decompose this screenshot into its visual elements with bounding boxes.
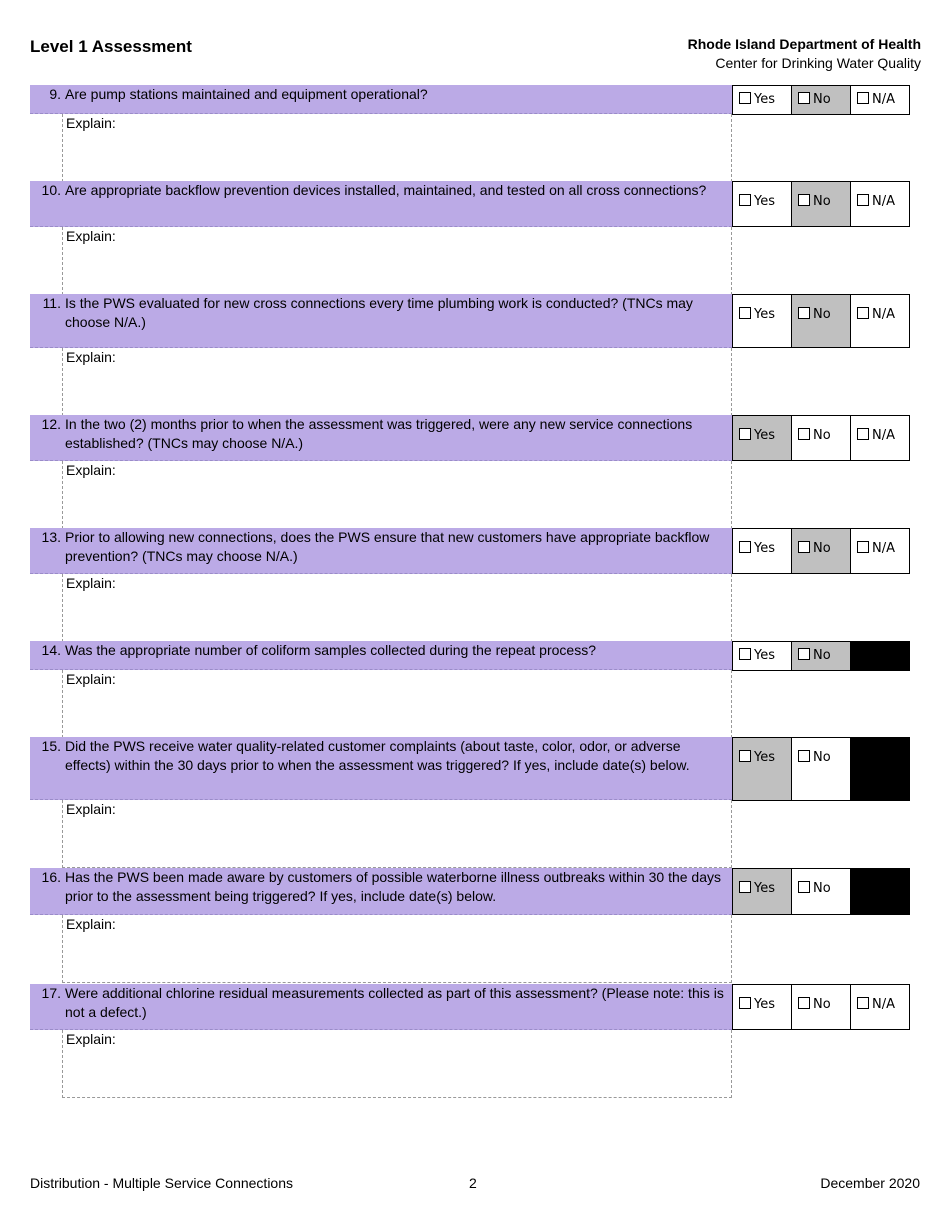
checkbox-icon[interactable]	[798, 750, 810, 762]
question-12	[30, 415, 732, 461]
option-label: No	[813, 648, 831, 663]
yes-option[interactable]	[733, 182, 792, 226]
option-label: N/A	[872, 307, 895, 322]
checkbox-icon[interactable]	[857, 92, 869, 104]
checkbox-icon[interactable]	[739, 194, 751, 206]
checkbox-icon[interactable]	[739, 307, 751, 319]
checkbox-icon[interactable]	[739, 92, 751, 104]
answer-group-10	[732, 181, 910, 227]
question-text: Did the PWS receive water quality-related customer complaints (about taste, color, odor, or adverse effects) within the 30 days prior to when the assessment was triggered? If yes, include date(s) below.	[65, 738, 690, 773]
option-label: N/A	[872, 541, 895, 556]
answer-group-17	[732, 984, 910, 1030]
option-label: Yes	[754, 92, 775, 107]
option-label: Yes	[754, 541, 775, 556]
question-number: 13.	[41, 529, 61, 545]
explain-label: Explain:	[66, 462, 116, 478]
question-16	[30, 868, 732, 915]
explain-field-12[interactable]	[62, 461, 732, 529]
checkbox-icon[interactable]	[739, 428, 751, 440]
checkbox-icon[interactable]	[857, 541, 869, 553]
yes-option[interactable]	[733, 985, 792, 1029]
option-label: No	[813, 307, 831, 322]
question-14	[30, 641, 732, 670]
center-name: Center for Drinking Water Quality	[715, 55, 921, 71]
page-header-org	[688, 35, 921, 73]
question-number: 11.	[42, 295, 61, 311]
question-number: 17.	[41, 985, 61, 1001]
checkbox-icon[interactable]	[798, 307, 810, 319]
question-number: 14.	[41, 642, 61, 658]
option-label: N/A	[872, 997, 895, 1012]
no-option[interactable]	[792, 985, 851, 1029]
checkbox-icon[interactable]	[798, 648, 810, 660]
page-header-title: Level 1 Assessment	[30, 37, 192, 56]
question-text: Prior to allowing new connections, does the PWS ensure that new customers have appropriate backflow prevention? (TNCs may choose N/A.)	[65, 529, 710, 564]
option-label: No	[813, 428, 831, 443]
option-label: N/A	[872, 428, 895, 443]
yes-option[interactable]	[733, 416, 792, 460]
yes-option[interactable]	[733, 869, 792, 914]
checkbox-icon[interactable]	[798, 92, 810, 104]
footer-page-number: 2	[469, 1175, 477, 1191]
answer-group-15	[732, 737, 910, 801]
question-number: 9.	[49, 86, 61, 102]
no-option[interactable]	[792, 642, 851, 670]
explain-label: Explain:	[66, 671, 116, 687]
question-9	[30, 85, 732, 114]
option-label: No	[813, 541, 831, 556]
na-blocked-cell	[851, 642, 909, 670]
answer-group-9	[732, 85, 910, 115]
explain-label: Explain:	[66, 916, 116, 932]
question-15	[30, 737, 732, 800]
yes-option[interactable]	[733, 295, 792, 347]
option-label: Yes	[754, 881, 775, 896]
question-11	[30, 294, 732, 348]
option-label: No	[813, 194, 831, 209]
question-text: Has the PWS been made aware by customers of possible waterborne illness outbreaks within 30 the days prior to the assessment being triggered? If yes, include date(s) below.	[65, 869, 722, 904]
checkbox-icon[interactable]	[857, 307, 869, 319]
na-option[interactable]	[851, 182, 909, 226]
question-text: Was the appropriate number of coliform samples collected during the repeat process?	[65, 642, 596, 658]
checkbox-icon[interactable]	[739, 997, 751, 1009]
question-17	[30, 984, 732, 1030]
no-option[interactable]	[792, 295, 851, 347]
checkbox-icon[interactable]	[857, 997, 869, 1009]
no-option[interactable]	[792, 529, 851, 573]
option-label: Yes	[754, 750, 775, 765]
checkbox-icon[interactable]	[739, 750, 751, 762]
na-option[interactable]	[851, 295, 909, 347]
explain-label: Explain:	[66, 228, 116, 244]
option-label: Yes	[754, 307, 775, 322]
explain-field-10[interactable]	[62, 227, 732, 295]
yes-option[interactable]	[733, 86, 792, 114]
question-text: Is the PWS evaluated for new cross connections every time plumbing work is conducted? (TNCs may choose N/A.)	[65, 295, 693, 330]
option-label: Yes	[754, 428, 775, 443]
footer-date: December 2020	[820, 1175, 920, 1191]
yes-option[interactable]	[733, 642, 792, 670]
explain-field-11[interactable]	[62, 348, 732, 416]
answer-group-11	[732, 294, 910, 348]
no-option[interactable]	[792, 738, 851, 800]
explain-label: Explain:	[66, 575, 116, 591]
answer-group-13	[732, 528, 910, 574]
option-label: No	[813, 750, 831, 765]
explain-field-14[interactable]	[62, 670, 732, 738]
option-label: N/A	[872, 92, 895, 107]
option-label: No	[813, 997, 831, 1012]
question-text: Are pump stations maintained and equipment operational?	[65, 86, 428, 102]
question-number: 12.	[41, 416, 61, 432]
checkbox-icon[interactable]	[739, 648, 751, 660]
option-label: No	[813, 881, 831, 896]
question-text: Were additional chlorine residual measurements collected as part of this assessment? (Please note: this is not a defect.)	[65, 985, 724, 1020]
checkbox-icon[interactable]	[857, 194, 869, 206]
explain-field-13[interactable]	[62, 574, 732, 642]
question-number: 16.	[41, 869, 61, 885]
checkbox-icon[interactable]	[739, 541, 751, 553]
no-option[interactable]	[792, 869, 851, 914]
explain-label: Explain:	[66, 349, 116, 365]
explain-field-17[interactable]	[62, 1030, 732, 1098]
explain-field-9[interactable]	[62, 114, 732, 182]
question-10	[30, 181, 732, 227]
org-name: Rhode Island Department of Health	[687, 36, 921, 52]
question-number: 10.	[41, 182, 61, 198]
explain-label: Explain:	[66, 1031, 116, 1047]
na-blocked-cell	[851, 869, 909, 914]
na-option[interactable]	[851, 416, 909, 460]
checkbox-icon[interactable]	[739, 881, 751, 893]
na-blocked-cell	[851, 738, 909, 800]
footer-section: Distribution - Multiple Service Connections	[30, 1175, 293, 1191]
na-option[interactable]	[851, 985, 909, 1029]
question-text: Are appropriate backflow prevention devices installed, maintained, and tested on all cross connections?	[65, 182, 707, 198]
question-13	[30, 528, 732, 574]
na-option[interactable]	[851, 529, 909, 573]
option-label: No	[813, 92, 831, 107]
explain-label: Explain:	[66, 115, 116, 131]
checkbox-icon[interactable]	[857, 428, 869, 440]
checkbox-icon[interactable]	[798, 428, 810, 440]
answer-group-12	[732, 415, 910, 461]
yes-option[interactable]	[733, 738, 792, 800]
question-text: In the two (2) months prior to when the assessment was triggered, were any new service connections established? (TNCs may choose N/A.)	[65, 416, 693, 451]
option-label: Yes	[754, 194, 775, 209]
question-number: 15.	[41, 738, 61, 754]
explain-label: Explain:	[66, 801, 116, 817]
answer-group-16	[732, 868, 910, 915]
checkbox-icon[interactable]	[798, 881, 810, 893]
checkbox-icon[interactable]	[798, 194, 810, 206]
explain-field-15[interactable]	[62, 800, 732, 868]
checkbox-icon[interactable]	[798, 541, 810, 553]
no-option[interactable]	[792, 182, 851, 226]
checkbox-icon[interactable]	[798, 997, 810, 1009]
explain-field-16[interactable]	[62, 915, 732, 983]
option-label: N/A	[872, 194, 895, 209]
yes-option[interactable]	[733, 529, 792, 573]
no-option[interactable]	[792, 86, 851, 114]
option-label: Yes	[754, 648, 775, 663]
answer-group-14	[732, 641, 910, 671]
no-option[interactable]	[792, 416, 851, 460]
na-option[interactable]	[851, 86, 909, 114]
option-label: Yes	[754, 997, 775, 1012]
